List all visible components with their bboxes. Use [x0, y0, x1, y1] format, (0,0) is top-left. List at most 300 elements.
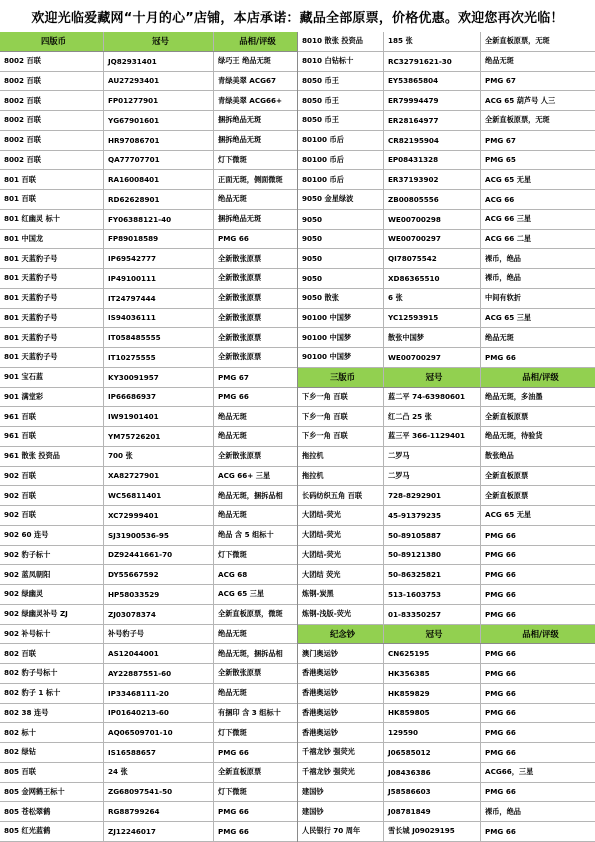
item-name-cell: 9050 — [298, 269, 384, 288]
table-row — [0, 348, 297, 368]
table-row — [0, 743, 297, 763]
table-row — [0, 269, 297, 289]
grade-cell: 绝品无斑，捆拆品相 — [218, 490, 283, 500]
item-name-cell: 901 宝石蓝 — [0, 368, 104, 387]
grade-cell: 有捆印 含 3 组标十 — [218, 707, 281, 717]
serial-cell: YG67901601 — [104, 111, 214, 130]
item-name-cell: 下乡一角 百联 — [298, 427, 384, 446]
item-name-cell: 902 60 连号 — [0, 526, 104, 545]
serial-cell: XA82727901 — [104, 467, 214, 486]
table-row — [298, 32, 595, 52]
table-row — [298, 565, 595, 585]
grade-cell: PMG 66 — [485, 787, 516, 797]
table-row — [298, 190, 595, 210]
item-name-cell: 千禧龙钞 强荧光 — [298, 763, 384, 782]
table-row — [0, 723, 297, 743]
grade-cell: PMG 66 — [485, 747, 516, 757]
table-row — [298, 763, 595, 783]
grade-header: 品相/评级 — [522, 628, 559, 639]
grade-cell: 全新直板原票 — [218, 767, 262, 777]
table-row — [298, 526, 595, 546]
table-row — [0, 822, 297, 842]
grade-cell: 全新散张原票 — [218, 253, 262, 263]
serial-cell: 129590 — [384, 723, 481, 742]
item-name-cell: 802 豹子 1 标十 — [0, 684, 104, 703]
table-row — [0, 526, 297, 546]
serial-cell: IP33468111-20 — [104, 684, 214, 703]
table-row — [0, 309, 297, 329]
serial-cell: 50-89105887 — [384, 526, 481, 545]
item-name-cell: 香港奥运钞 — [298, 723, 384, 742]
serial-cell: ER79994479 — [384, 91, 481, 110]
table-row — [298, 664, 595, 684]
serial-cell: J06585012 — [384, 743, 481, 762]
item-name-cell: 902 豹子标十 — [0, 546, 104, 565]
table-row — [0, 704, 297, 724]
item-name-cell: 人民银行 70 周年 — [298, 822, 384, 841]
serial-cell: IP66686937 — [104, 388, 214, 407]
serial-cell: IP01640213-60 — [104, 704, 214, 723]
item-name-cell: 8050 币王 — [298, 72, 384, 91]
grade-cell: 散张绝品 — [485, 451, 514, 461]
grade-cell: 绝品无斑 — [485, 332, 514, 342]
serial-cell: HP58033529 — [104, 585, 214, 604]
table-row — [298, 309, 595, 329]
item-name-cell: 802 百联 — [0, 644, 104, 663]
table-row — [0, 427, 297, 447]
table-row — [0, 684, 297, 704]
table-row — [0, 467, 297, 487]
serial-cell: HK356385 — [384, 664, 481, 683]
grade-cell: 绝品无斑 — [218, 628, 247, 638]
item-name-cell: 802 标十 — [0, 723, 104, 742]
table-row — [298, 52, 595, 72]
serial-cell: WC56811401 — [104, 486, 214, 505]
grade-cell: 绿巧王 绝品无斑 — [218, 56, 271, 66]
table-row — [0, 328, 297, 348]
grade-cell: ACG 65 葫芦号 人三 — [485, 95, 556, 105]
serial-cell: J08436386 — [384, 763, 481, 782]
item-name-cell: 801 红幽灵 标十 — [0, 210, 104, 229]
item-name-cell: 炼钢-炭黑 — [298, 585, 384, 604]
serial-header: 冠号 — [384, 368, 481, 387]
table-row — [298, 467, 595, 487]
serial-cell: ER37193902 — [384, 170, 481, 189]
grade-cell: ACG 66+ 三星 — [218, 470, 271, 480]
item-name-cell: 961 百联 — [0, 427, 104, 446]
grade-cell: 全新直板原票 — [485, 490, 529, 500]
serial-cell: AY22887551-60 — [104, 664, 214, 683]
grade-cell: PMG 66 — [485, 668, 516, 678]
serial-cell: CR82195904 — [384, 131, 481, 150]
item-name-cell: 9050 散张 — [298, 289, 384, 308]
item-name-cell: 长码纺织五角 百联 — [298, 486, 384, 505]
serial-cell: 700 张 — [104, 447, 214, 466]
table-row — [0, 506, 297, 526]
table-row — [0, 644, 297, 664]
grade-cell: 青绿美翠 ACG66+ — [218, 95, 283, 105]
serial-cell: FP89018589 — [104, 230, 214, 249]
grade-cell: 青绿美翠 ACG67 — [218, 75, 276, 85]
serial-cell: EP08431328 — [384, 151, 481, 170]
table-row — [0, 486, 297, 506]
item-name-cell: 805 百联 — [0, 763, 104, 782]
grade-cell: PMG 66 — [218, 234, 249, 244]
item-name-cell: 下乡一角 百联 — [298, 388, 384, 407]
table-row — [298, 822, 595, 842]
grade-cell: ACG 65 三星 — [218, 589, 265, 599]
item-name-cell: 8002 百联 — [0, 151, 104, 170]
grade-cell: 裸币，绝品 — [485, 253, 521, 263]
table-row — [298, 388, 595, 408]
serial-cell: QA77707701 — [104, 151, 214, 170]
serial-cell: YC12593915 — [384, 309, 481, 328]
table-row — [0, 565, 297, 585]
serial-cell: AQ06509701-10 — [104, 723, 214, 742]
serial-cell: ZJ12246017 — [104, 822, 214, 841]
grade-cell: 灯下微斑 — [218, 154, 247, 164]
grade-cell: 全新直板原票，无斑 — [485, 115, 550, 125]
serial-cell: IP69542777 — [104, 249, 214, 268]
serial-cell: J58586603 — [384, 783, 481, 802]
serial-cell: WE00700297 — [384, 230, 481, 249]
item-name-cell: 80100 币后 — [298, 151, 384, 170]
grade-cell: 捆拆绝品无斑 — [218, 115, 262, 125]
item-name-cell: 8002 百联 — [0, 72, 104, 91]
table-row — [298, 151, 595, 171]
serial-cell: FY06388121-40 — [104, 210, 214, 229]
item-name-cell: 澳门奥运钞 — [298, 644, 384, 663]
grade-cell: PMG 66 — [485, 352, 516, 362]
serial-cell: 6 张 — [384, 289, 481, 308]
grade-cell: PMG 66 — [218, 747, 249, 757]
item-name-cell: 90100 中国梦 — [298, 348, 384, 367]
serial-cell: 45-91379235 — [384, 506, 481, 525]
grade-cell: 全新散张原票 — [218, 668, 262, 678]
grade-cell: ACG 66 三星 — [485, 214, 532, 224]
item-name-cell: 8002 百联 — [0, 131, 104, 150]
grade-cell: 全新散张原票 — [218, 352, 262, 362]
item-name-cell: 8050 币王 — [298, 111, 384, 130]
item-name-cell: 9050 金星绿波 — [298, 190, 384, 209]
serial-cell: 二罗马 — [384, 447, 481, 466]
serial-cell: WE00700298 — [384, 210, 481, 229]
grade-cell: 灯下微斑 — [218, 727, 247, 737]
item-name-cell: 拖拉机 — [298, 467, 384, 486]
item-name-cell: 902 百联 — [0, 467, 104, 486]
table-row — [298, 802, 595, 822]
item-name-cell: 902 蓝凤朝阳 — [0, 565, 104, 584]
table-row — [298, 723, 595, 743]
grade-cell: 灯下微斑 — [218, 786, 247, 796]
section-title: 三版币 — [298, 368, 384, 387]
grade-cell: ACG 66 二星 — [485, 233, 532, 243]
item-name-cell: 961 百联 — [0, 407, 104, 426]
grade-cell: 绝品 含 5 组标十 — [218, 530, 274, 540]
serial-cell: ZG68097541-50 — [104, 783, 214, 802]
serial-cell: XC72999401 — [104, 506, 214, 525]
grade-cell: 捆拆绝品无斑 — [218, 214, 262, 224]
item-name-cell: 8010 白钻标十 — [298, 52, 384, 71]
serial-cell: 728-8292901 — [384, 486, 481, 505]
grade-cell: PMG 66 — [218, 826, 249, 836]
table-row — [0, 230, 297, 250]
table-row — [298, 743, 595, 763]
serial-cell: 513-1603753 — [384, 585, 481, 604]
grade-cell: PMG 66 — [485, 688, 516, 698]
serial-cell: HK859805 — [384, 704, 481, 723]
grade-cell: 绝品无斑 — [218, 194, 247, 204]
item-name-cell: 805 金网鹤王标十 — [0, 783, 104, 802]
item-name-cell: 802 豹子号标十 — [0, 664, 104, 683]
table-row — [298, 348, 595, 368]
serial-cell: HR97086701 — [104, 131, 214, 150]
table-row — [0, 585, 297, 605]
grade-cell: PMG 66 — [485, 550, 516, 560]
grade-cell: 绝品无斑，捆拆品相 — [218, 648, 283, 658]
table-row — [0, 190, 297, 210]
serial-cell: IP49100111 — [104, 269, 214, 288]
grade-cell: PMG 66 — [485, 826, 516, 836]
grade-cell: 全新散张原票 — [218, 451, 262, 461]
item-name-cell: 801 天蓝豹子号 — [0, 348, 104, 367]
item-name-cell: 90100 中国梦 — [298, 328, 384, 347]
serial-cell: 185 张 — [384, 32, 481, 51]
table-row — [0, 605, 297, 625]
serial-cell: IT24797444 — [104, 289, 214, 308]
grade-cell: ACG 65 无星 — [485, 174, 532, 184]
table-row — [298, 111, 595, 131]
grade-cell: ACG 66 — [485, 194, 515, 204]
grade-cell: PMG 65 — [485, 155, 516, 165]
item-name-cell: 香港奥运钞 — [298, 704, 384, 723]
grade-cell: 全新直板原票，无斑 — [485, 36, 550, 46]
table-row — [298, 230, 595, 250]
serial-cell: IS16588657 — [104, 743, 214, 762]
grade-header: 品相/评级 — [522, 372, 559, 383]
grade-cell: PMG 66 — [485, 570, 516, 580]
table-row — [0, 783, 297, 803]
grade-cell: 全新直板原票 — [485, 411, 529, 421]
table-row — [298, 91, 595, 111]
serial-cell: 补号豹子号 — [104, 625, 214, 644]
serial-cell: SJ31900536-95 — [104, 526, 214, 545]
item-name-cell: 801 天蓝豹子号 — [0, 289, 104, 308]
table-row — [298, 684, 595, 704]
item-name-cell: 8002 百联 — [0, 52, 104, 71]
serial-cell: JQ82931401 — [104, 52, 214, 71]
grade-cell: 绝品无斑 — [485, 56, 514, 66]
grade-cell: 绝品无斑，多油墨 — [485, 391, 543, 401]
serial-cell: 雪长城 J09029195 — [384, 822, 481, 841]
grade-cell: ACG 65 三星 — [485, 312, 532, 322]
serial-cell: 01-83350257 — [384, 605, 481, 624]
serial-cell: RA16008401 — [104, 170, 214, 189]
table-row — [0, 289, 297, 309]
table-row — [0, 111, 297, 131]
page-banner: 欢迎光临爱藏网“十月的心”店铺，本店承诺：藏品全部原票，价格优惠。欢迎您再次光临！ — [31, 10, 564, 26]
table-row — [0, 72, 297, 92]
item-name-cell: 8002 百联 — [0, 111, 104, 130]
grade-cell: PMG 67 — [485, 76, 516, 86]
table-row — [0, 249, 297, 269]
serial-cell: 蓝三平 366-1129401 — [384, 427, 481, 446]
item-name-cell: 801 天蓝豹子号 — [0, 269, 104, 288]
item-name-cell: 大团结-荧光 — [298, 506, 384, 525]
grade-cell: PMG 66 — [485, 708, 516, 718]
table-row — [298, 447, 595, 467]
section-header-row — [298, 625, 595, 645]
item-name-cell: 90100 中国梦 — [298, 309, 384, 328]
item-name-cell: 千禧龙钞 强荧光 — [298, 743, 384, 762]
table-row — [298, 210, 595, 230]
left-table — [0, 32, 297, 842]
item-name-cell: 902 绿幽灵补号 ZJ — [0, 605, 104, 624]
serial-cell: ER28164977 — [384, 111, 481, 130]
serial-cell: DZ92441661-70 — [104, 546, 214, 565]
table-row — [298, 704, 595, 724]
item-name-cell: 801 百联 — [0, 170, 104, 189]
item-name-cell: 大团结 荧光 — [298, 565, 384, 584]
item-name-cell: 8010 散张 投资品 — [298, 32, 384, 51]
grade-cell: PMG 67 — [218, 372, 249, 382]
serial-header: 冠号 — [104, 32, 214, 51]
serial-cell: YM75726201 — [104, 427, 214, 446]
grade-cell: 绝品无斑 — [218, 431, 247, 441]
serial-cell: 50-89121380 — [384, 546, 481, 565]
item-name-cell: 拖拉机 — [298, 447, 384, 466]
item-name-cell: 961 散张 投资品 — [0, 447, 104, 466]
grade-cell: 全新直板原票，微斑 — [218, 609, 283, 619]
serial-cell: 蓝二平 74-63980601 — [384, 388, 481, 407]
serial-cell: HK859829 — [384, 684, 481, 703]
table-row — [298, 486, 595, 506]
serial-cell: AU27293401 — [104, 72, 214, 91]
item-name-cell: 802 38 连号 — [0, 704, 104, 723]
serial-cell: WE00700297 — [384, 348, 481, 367]
section-header-row — [0, 32, 297, 52]
item-name-cell: 80100 币后 — [298, 170, 384, 189]
table-row — [298, 328, 595, 348]
item-name-cell: 805 苍松翠鹤 — [0, 802, 104, 821]
grade-cell: 灯下微斑 — [218, 549, 247, 559]
grade-cell: 绝品无斑 — [218, 411, 247, 421]
grade-cell: PMG 66 — [218, 807, 249, 817]
grade-cell: 绝品无斑 — [218, 688, 247, 698]
item-name-cell: 801 中国龙 — [0, 230, 104, 249]
grade-cell: 全新散张原票 — [218, 273, 262, 283]
table-row — [298, 131, 595, 151]
grade-cell: 绝品无斑，待验货 — [485, 431, 543, 441]
serial-cell: ZJ03078374 — [104, 605, 214, 624]
serial-cell: XD86365510 — [384, 269, 481, 288]
section-title: 四版币 — [0, 32, 104, 51]
table-row — [298, 427, 595, 447]
serial-cell: EY53865804 — [384, 72, 481, 91]
table-row — [0, 52, 297, 72]
serial-cell: RD62628901 — [104, 190, 214, 209]
item-name-cell: 建国钞 — [298, 783, 384, 802]
table-row — [298, 585, 595, 605]
table-row — [0, 151, 297, 171]
table-row — [0, 802, 297, 822]
item-name-cell: 8050 币王 — [298, 91, 384, 110]
grade-cell: ACG66，三星 — [485, 767, 534, 777]
grade-cell: 裸币，绝品 — [485, 806, 521, 816]
serial-cell: CN625195 — [384, 644, 481, 663]
item-name-cell: 香港奥运钞 — [298, 664, 384, 683]
grade-cell: 捆拆绝品无斑 — [218, 135, 262, 145]
grade-cell: 裸币，绝品 — [485, 273, 521, 283]
item-name-cell: 9050 — [298, 230, 384, 249]
table-row — [0, 91, 297, 111]
item-name-cell: 9050 — [298, 210, 384, 229]
grade-cell: PMG 66 — [218, 392, 249, 402]
right-table — [297, 32, 595, 842]
table-row — [0, 170, 297, 190]
grade-header: 品相/评级 — [239, 36, 276, 47]
serial-cell: 红二凸 25 张 — [384, 407, 481, 426]
grade-cell: PMG 67 — [485, 135, 516, 145]
serial-cell: 24 张 — [104, 763, 214, 782]
table-row — [0, 664, 297, 684]
table-row — [0, 131, 297, 151]
grade-cell: 全新散张原票 — [218, 312, 262, 322]
grade-cell: PMG 66 — [485, 609, 516, 619]
serial-cell: QI78075542 — [384, 249, 481, 268]
item-name-cell: 902 绿幽灵 — [0, 585, 104, 604]
grade-cell: PMG 66 — [485, 589, 516, 599]
grade-cell: PMG 66 — [485, 530, 516, 540]
item-name-cell: 80100 币后 — [298, 131, 384, 150]
item-name-cell: 902 百联 — [0, 506, 104, 525]
item-name-cell: 901 满堂彩 — [0, 388, 104, 407]
item-name-cell: 大团结-荧光 — [298, 526, 384, 545]
serial-cell: 二罗马 — [384, 467, 481, 486]
table-row — [0, 546, 297, 566]
table-row — [0, 368, 297, 388]
serial-header: 冠号 — [384, 625, 481, 644]
grade-cell: 全新散张原票 — [218, 332, 262, 342]
table-row — [0, 763, 297, 783]
grade-cell: PMG 66 — [485, 728, 516, 738]
table-row — [298, 249, 595, 269]
table-row — [298, 783, 595, 803]
table-row — [298, 644, 595, 664]
table-row — [298, 407, 595, 427]
item-name-cell: 下乡一角 百联 — [298, 407, 384, 426]
table-row — [0, 407, 297, 427]
item-name-cell: 炼钢-浅版-荧光 — [298, 605, 384, 624]
table-row — [298, 269, 595, 289]
serial-cell: J08781849 — [384, 802, 481, 821]
serial-cell: IT058485555 — [104, 328, 214, 347]
item-name-cell: 805 红光蓝鹤 — [0, 822, 104, 841]
table-row — [298, 289, 595, 309]
serial-cell: IS94036111 — [104, 309, 214, 328]
item-name-cell: 801 天蓝豹子号 — [0, 309, 104, 328]
item-name-cell: 801 百联 — [0, 190, 104, 209]
serial-cell: RC32791621-30 — [384, 52, 481, 71]
item-name-cell: 8002 百联 — [0, 91, 104, 110]
item-name-cell: 建国钞 — [298, 802, 384, 821]
item-name-cell: 802 绿钻 — [0, 743, 104, 762]
serial-cell: FP01277901 — [104, 91, 214, 110]
table-row — [0, 210, 297, 230]
grade-cell: 全新直板原票 — [485, 470, 529, 480]
item-name-cell: 香港奥运钞 — [298, 684, 384, 703]
grade-cell: 全新散张原票 — [218, 293, 262, 303]
